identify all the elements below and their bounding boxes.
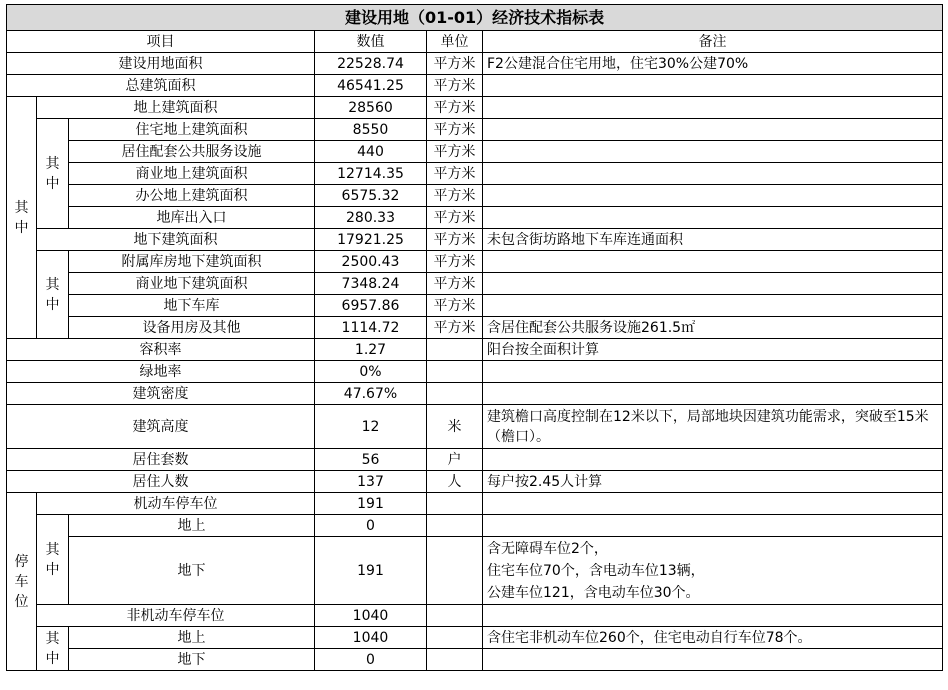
row-unit <box>427 361 483 383</box>
row-note <box>483 207 943 229</box>
table-row <box>7 53 943 75</box>
row-note <box>483 537 943 605</box>
table-row <box>7 449 943 471</box>
row-unit: 平方米 <box>427 75 483 97</box>
row-value: 137 <box>315 471 427 493</box>
row-item: 总建筑面积 <box>7 75 315 97</box>
table-row <box>7 339 943 361</box>
table-row <box>7 361 943 383</box>
row-note <box>483 97 943 119</box>
row-item: 办公地上建筑面积 <box>69 185 315 207</box>
note-line: 公建车位121，含电动车位30个。 <box>487 584 700 601</box>
group-label-parking: 停 车 位 <box>7 493 37 671</box>
header-row <box>7 31 943 53</box>
note-line: 含无障碍车位2个， <box>487 540 608 557</box>
row-value: 46541.25 <box>315 75 427 97</box>
indicator-table <box>6 4 943 671</box>
header-item: 项目 <box>7 31 315 53</box>
row-value: 22528.74 <box>315 53 427 75</box>
row-item: 机动车停车位 <box>37 493 315 515</box>
table-row <box>7 273 943 295</box>
row-note: 含住宅非机动车位260个，住宅电动自行车位78个。 <box>483 627 943 649</box>
table-row <box>7 605 943 627</box>
row-note <box>483 273 943 295</box>
note-line: 住宅车位70个，含电动车位13辆， <box>487 562 705 579</box>
row-note <box>483 383 943 405</box>
row-value: 2500.43 <box>315 251 427 273</box>
row-value: 191 <box>315 537 427 605</box>
row-unit <box>427 339 483 361</box>
row-item: 地上建筑面积 <box>37 97 315 119</box>
row-value: 6575.32 <box>315 185 427 207</box>
row-value: 7348.24 <box>315 273 427 295</box>
row-item: 居住人数 <box>7 471 315 493</box>
row-note: 建筑檐口高度控制在12米以下，局部地块因建筑功能需求，突破至15米（檐口）。 <box>483 405 943 449</box>
row-item: 附属库房地下建筑面积 <box>69 251 315 273</box>
table-row <box>7 383 943 405</box>
row-unit: 平方米 <box>427 141 483 163</box>
row-item: 容积率 <box>7 339 315 361</box>
row-note <box>483 185 943 207</box>
row-item: 绿地率 <box>7 361 315 383</box>
table-title: 建设用地（01-01）经济技术指标表 <box>7 5 943 31</box>
row-item: 商业地下建筑面积 <box>69 273 315 295</box>
table-row <box>7 141 943 163</box>
row-unit: 人 <box>427 471 483 493</box>
row-item: 地下车库 <box>69 295 315 317</box>
row-unit: 平方米 <box>427 295 483 317</box>
row-item: 非机动车停车位 <box>37 605 315 627</box>
row-note <box>483 75 943 97</box>
row-item: 地下 <box>69 649 315 671</box>
row-note: F2公建混合住宅用地，住宅30%公建70% <box>483 53 943 75</box>
row-unit <box>427 627 483 649</box>
row-note <box>483 449 943 471</box>
row-value: 56 <box>315 449 427 471</box>
row-value: 1040 <box>315 605 427 627</box>
row-value: 1040 <box>315 627 427 649</box>
table-row <box>7 163 943 185</box>
row-note: 每户按2.45人计算 <box>483 471 943 493</box>
row-unit: 平方米 <box>427 185 483 207</box>
group-label-qizhong: 其 中 <box>7 97 37 339</box>
row-item: 设备用房及其他 <box>69 317 315 339</box>
row-value: 6957.86 <box>315 295 427 317</box>
row-item: 建设用地面积 <box>7 53 315 75</box>
row-unit: 平方米 <box>427 207 483 229</box>
row-item: 居住配套公共服务设施 <box>69 141 315 163</box>
row-value: 1114.72 <box>315 317 427 339</box>
row-note: 阳台按全面积计算 <box>483 339 943 361</box>
row-value: 191 <box>315 493 427 515</box>
row-value: 1.27 <box>315 339 427 361</box>
table-row <box>7 515 943 537</box>
header-unit: 单位 <box>427 31 483 53</box>
row-unit <box>427 515 483 537</box>
table-row <box>7 119 943 141</box>
table-row <box>7 493 943 515</box>
row-value: 47.67% <box>315 383 427 405</box>
row-item: 地上 <box>69 627 315 649</box>
group-label-qizhong-bike: 其 中 <box>37 627 69 671</box>
row-note <box>483 515 943 537</box>
table-row <box>7 317 943 339</box>
row-unit: 平方米 <box>427 229 483 251</box>
table-row <box>7 471 943 493</box>
row-unit <box>427 493 483 515</box>
row-note <box>483 141 943 163</box>
table-row <box>7 97 943 119</box>
row-unit <box>427 605 483 627</box>
row-note <box>483 361 943 383</box>
row-note: 含居住配套公共服务设施261.5㎡ <box>483 317 943 339</box>
row-unit: 平方米 <box>427 273 483 295</box>
row-unit: 平方米 <box>427 317 483 339</box>
row-value: 12 <box>315 405 427 449</box>
header-value: 数值 <box>315 31 427 53</box>
row-item: 地下 <box>69 537 315 605</box>
row-note <box>483 295 943 317</box>
table-row <box>7 185 943 207</box>
row-value: 0 <box>315 515 427 537</box>
row-note <box>483 649 943 671</box>
table-row <box>7 251 943 273</box>
row-value: 12714.35 <box>315 163 427 185</box>
row-note <box>483 605 943 627</box>
row-unit: 平方米 <box>427 251 483 273</box>
row-note <box>483 493 943 515</box>
row-item: 地下建筑面积 <box>37 229 315 251</box>
row-unit: 米 <box>427 405 483 449</box>
row-item: 商业地上建筑面积 <box>69 163 315 185</box>
row-item: 建筑高度 <box>7 405 315 449</box>
row-value: 0% <box>315 361 427 383</box>
table-row <box>7 649 943 671</box>
row-note: 未包含街坊路地下车库连通面积 <box>483 229 943 251</box>
row-item: 地上 <box>69 515 315 537</box>
table-row <box>7 627 943 649</box>
row-unit: 平方米 <box>427 53 483 75</box>
row-unit: 户 <box>427 449 483 471</box>
row-value: 280.33 <box>315 207 427 229</box>
title-row <box>7 5 943 31</box>
row-unit: 平方米 <box>427 119 483 141</box>
row-unit: 平方米 <box>427 163 483 185</box>
row-note <box>483 163 943 185</box>
table-row <box>7 537 943 605</box>
row-item: 居住套数 <box>7 449 315 471</box>
row-value: 28560 <box>315 97 427 119</box>
row-item: 住宅地上建筑面积 <box>69 119 315 141</box>
table-row <box>7 229 943 251</box>
group-label-qizhong-motor: 其 中 <box>37 515 69 605</box>
row-value: 8550 <box>315 119 427 141</box>
row-note <box>483 119 943 141</box>
row-unit <box>427 383 483 405</box>
row-value: 440 <box>315 141 427 163</box>
row-value: 17921.25 <box>315 229 427 251</box>
group-label-qizhong-under: 其 中 <box>37 251 69 339</box>
row-value: 0 <box>315 649 427 671</box>
header-note: 备注 <box>483 31 943 53</box>
row-item: 建筑密度 <box>7 383 315 405</box>
row-item: 地库出入口 <box>69 207 315 229</box>
row-unit <box>427 649 483 671</box>
table-row <box>7 405 943 449</box>
group-label-qizhong-above: 其 中 <box>37 119 69 229</box>
table-row <box>7 207 943 229</box>
row-note <box>483 251 943 273</box>
table-row <box>7 75 943 97</box>
table-row <box>7 295 943 317</box>
row-unit: 平方米 <box>427 97 483 119</box>
row-unit <box>427 537 483 605</box>
